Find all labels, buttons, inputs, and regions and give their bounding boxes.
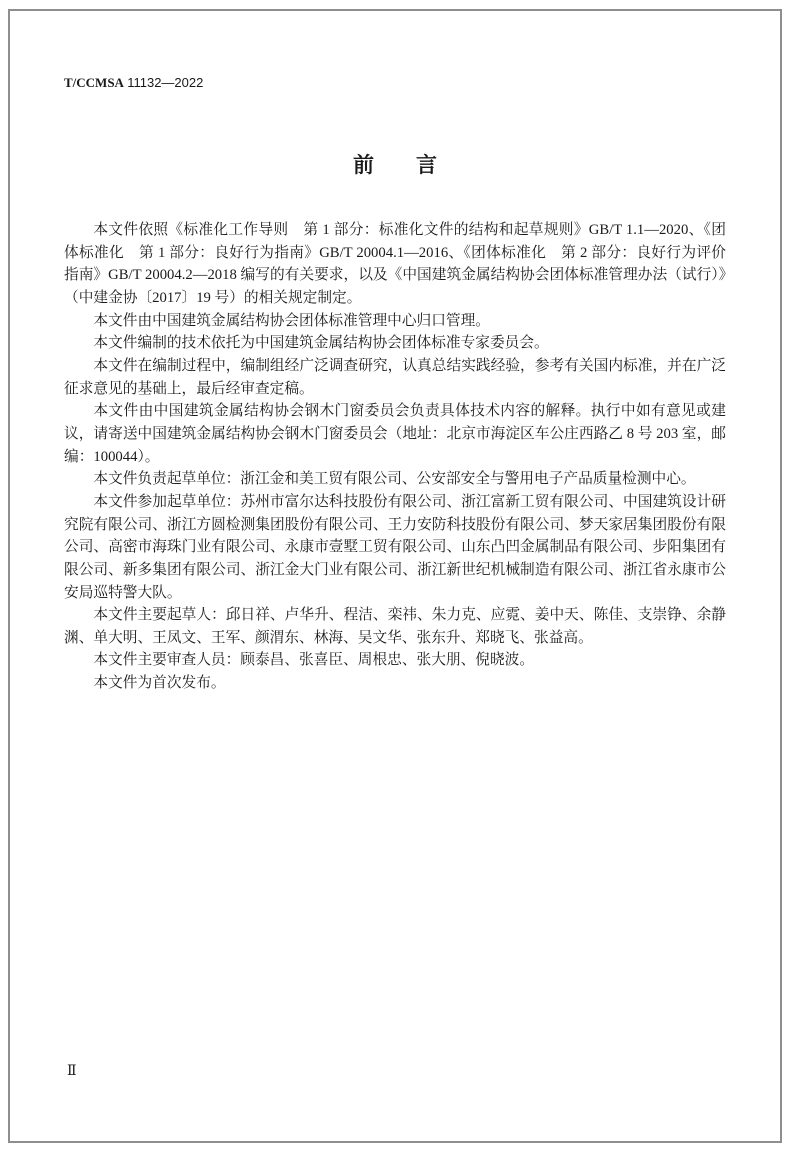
- paragraph-drafting-process: 本文件在编制过程中，编制组经广泛调查研究，认真总结实践经验，参考有关国内标准，并在广泛征求意见的基础上，最后经审查定稿。: [64, 357, 726, 397]
- paragraph-participating-units: 本文件参加起草单位：苏州市富尔达科技股份有限公司、浙江富新工贸有限公司、中国建筑设计研究院有限公司、浙江方圆检测集团股份有限公司、王力安防科技股份有限公司、梦天家居集团股份有限公司、高密市海珠门业有限公司、永康市壹墅工贸有限公司、山东凸凹金属制品有限公司、步阳集团有限公司、新多集团有限公司、浙江金大门业有限公司、浙江新世纪机械制造有限公司、浙江省永康市公安局巡特警大队。: [64, 493, 726, 601]
- paragraph-reviewers: 本文件主要审查人员：顾泰昌、张喜臣、周根忠、张大朋、倪晓波。: [93, 652, 535, 669]
- paragraph-administration: 本文件由中国建筑金属结构协会团体标准管理中心归口管理。: [93, 312, 490, 329]
- foreword-body: [64, 219, 726, 695]
- paragraph-basis: 本文件依照《标准化工作导则 第 1 部分：标准化文件的结构和起草规则》GB/T 1.1—2020、《团体标准化 第 1 部分：良好行为指南》GB/T 20004.1—2016、《团体标准化 第 2 部分：良好行为评价指南》GB/T 20004.2—2018 编写的有关要求，以及《中国建筑金属结构协会团体标准管理办法（试行）》（中建金协〔2017〕19 号）的相关规定制定。: [64, 222, 726, 306]
- paragraph-main-drafters: 本文件主要起草人：邱日祥、卢华升、程洁、栾祎、朱力克、应霓、姜中天、陈佳、支崇铮、余静渊、单大明、王凤文、王军、颜渭东、林海、吴文华、张东升、郑晓飞、张益高。: [64, 607, 726, 646]
- document-code-number: 11132—2022: [127, 75, 204, 90]
- page-number: Ⅱ: [67, 1064, 77, 1079]
- paragraph-technical-support: 本文件编制的技术依托为中国建筑金属结构协会团体标准专家委员会。: [93, 335, 549, 352]
- document-code: [64, 75, 203, 91]
- paragraph-responsible-units: 本文件负责起草单位：浙江金和美工贸有限公司、公安部安全与警用电子产品质量检测中心。: [93, 471, 696, 488]
- page-title: 前 言: [353, 153, 437, 177]
- paragraph-interpretation: 本文件由中国建筑金属结构协会钢木门窗委员会负责具体技术内容的解释。执行中如有意见或建议，请寄送中国建筑金属结构协会钢木门窗委员会（地址：北京市海淀区车公庄西路乙 8 号 203 室，邮编：100044）。: [64, 403, 726, 465]
- document-code-prefix: T/CCMSA: [64, 75, 124, 90]
- paragraph-first-release: 本文件为首次发布。: [93, 675, 226, 692]
